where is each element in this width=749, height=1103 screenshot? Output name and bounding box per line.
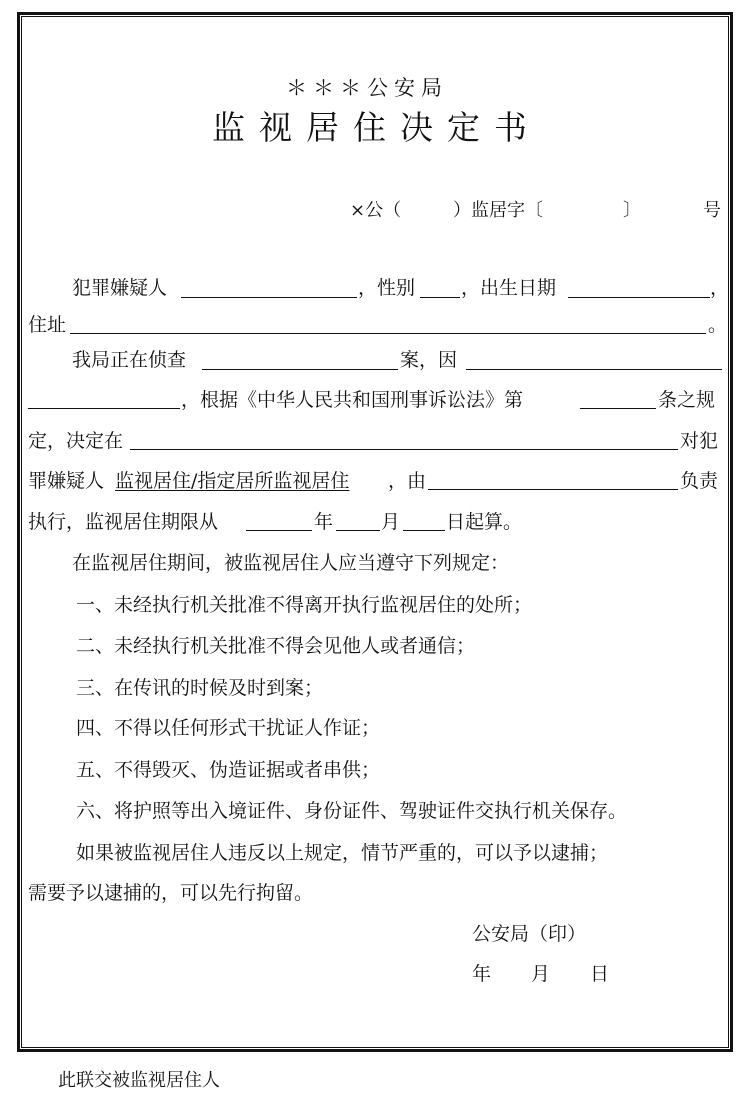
article-suffix-text: 条之规 (658, 389, 716, 411)
rule-item: 四、不得以任何形式干扰证人作证； (76, 717, 381, 739)
suspect-label-2: 罪嫌疑人 (28, 470, 105, 492)
document-title: 监视居住决定书 (212, 108, 541, 147)
gender-blank[interactable] (420, 297, 460, 298)
location-blank[interactable] (130, 449, 678, 450)
decision-label: 定，决定在 (28, 430, 124, 452)
gender-label: ，性别 (358, 277, 416, 299)
rule-item: 六、将护照等出入境证件、身份证件、驾驶证件交执行机关保存。 (76, 800, 628, 822)
investigating-label: 我局正在侦查 (72, 349, 187, 371)
rule-item: 二、未经执行机关批准不得会见他人或者通信； (76, 635, 476, 657)
start-year-blank[interactable] (246, 530, 312, 531)
rule-item: 三、在传讯的时候及时到案； (76, 677, 324, 699)
doc-number-prefix: ×公（ (350, 200, 402, 221)
year-label: 年 (314, 511, 334, 533)
supervision-type-options: 监视居住/指定居所监视居住 (115, 470, 350, 492)
day-start-label: 日起算。 (446, 511, 523, 533)
execution-period-label: 执行，监视居住期限从 (28, 511, 219, 533)
birth-date-blank[interactable] (568, 297, 710, 298)
legal-basis-text: ，根据《中华人民共和国刑事诉讼法》第 (181, 389, 524, 411)
copy-recipient-note: 此联交被监视居住人 (58, 1070, 220, 1091)
rules-intro: 在监视居住期间，被监视居住人应当遵守下列规定： (72, 552, 510, 574)
sign-year-label: 年 (472, 963, 492, 985)
address-blank[interactable] (70, 333, 706, 334)
month-label: 月 (381, 511, 401, 533)
agency-name: ＊＊＊公安局 (286, 76, 448, 100)
period-text: 。 (708, 314, 728, 336)
responsible-text: 负责 (680, 470, 719, 492)
case-name-blank[interactable] (202, 369, 398, 370)
birth-date-label: ，出生日期 (461, 277, 557, 299)
start-day-blank[interactable] (403, 530, 445, 531)
executor-blank[interactable] (428, 489, 678, 490)
suspect-label: 犯罪嫌疑人 (72, 277, 168, 299)
suspect-name-blank[interactable] (181, 297, 357, 298)
article-number-blank[interactable] (580, 408, 656, 409)
doc-number-hao: 号 (703, 200, 721, 221)
reason-blank[interactable] (466, 369, 722, 370)
warning-line-2: 需要予以逮捕的，可以先行拘留。 (28, 882, 314, 904)
reason-continued-blank[interactable] (28, 408, 180, 409)
warning-line-1: 如果被监视居住人违反以上规定，情节严重的，可以予以逮捕； (76, 842, 609, 864)
doc-number-mid: ）监居字〔 (453, 200, 543, 221)
rule-item: 一、未经执行机关批准不得离开执行监视居住的处所； (76, 594, 533, 616)
start-month-blank[interactable] (336, 530, 380, 531)
sign-day-label: 日 (590, 963, 610, 985)
executor-label: ，由 (388, 470, 427, 492)
decision-target-text: 对犯 (680, 430, 719, 452)
seal-label: 公安局（印） (472, 923, 587, 945)
address-label: 住址 (28, 314, 67, 336)
doc-number-end: 〕 (623, 200, 641, 221)
comma-text: ， (710, 277, 730, 299)
rule-item: 五、不得毁灭、伪造证据或者串供； (76, 759, 381, 781)
case-reason-label: 案，因 (400, 349, 458, 371)
sign-month-label: 月 (531, 963, 551, 985)
